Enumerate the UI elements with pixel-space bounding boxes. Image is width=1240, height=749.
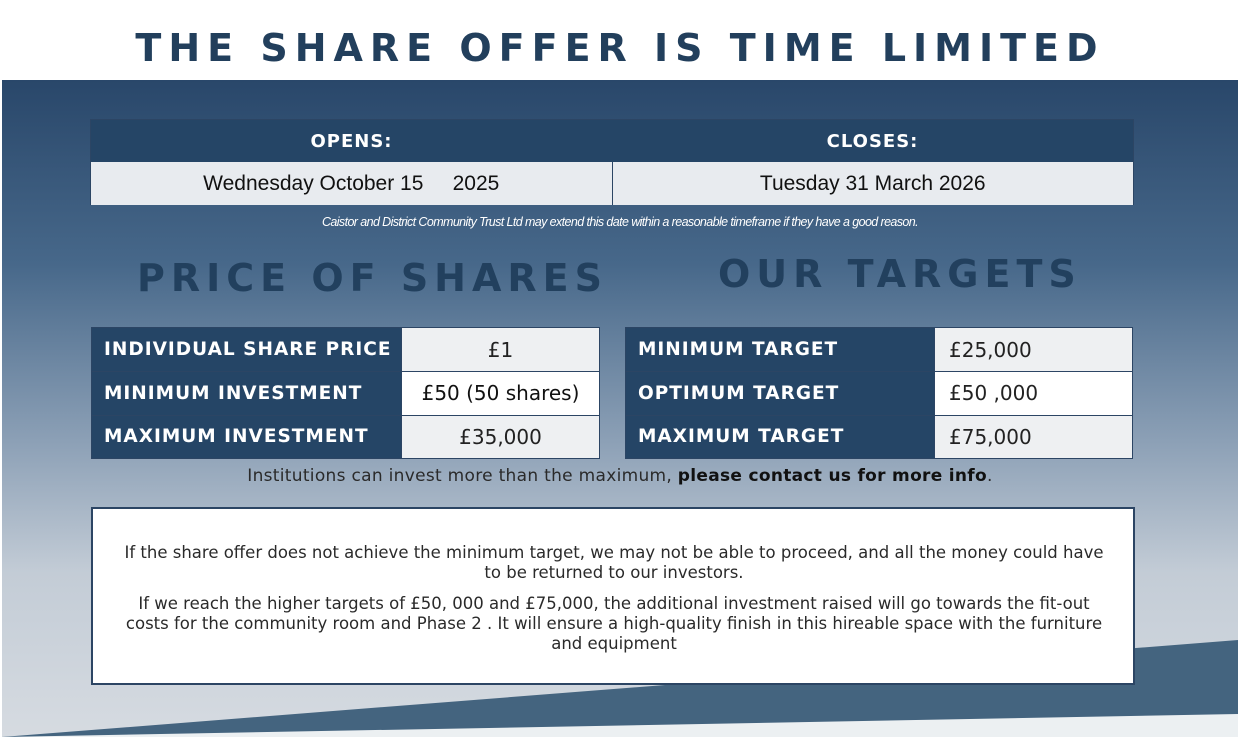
row-label: MINIMUM TARGET xyxy=(626,328,934,371)
row-value: £1 xyxy=(401,328,599,371)
table-row xyxy=(626,371,1132,414)
closes-date: Tuesday 31 March 2026 xyxy=(612,162,1134,205)
opens-date: Wednesday October 15 2025 xyxy=(203,171,500,195)
row-label: MINIMUM INVESTMENT xyxy=(92,372,401,414)
table-row xyxy=(92,415,599,458)
targets-table xyxy=(625,327,1133,459)
row-value: £50 (50 shares) xyxy=(401,372,599,414)
row-label: INDIVIDUAL SHARE PRICE xyxy=(92,328,401,371)
row-value: £25,000 xyxy=(934,328,1132,371)
price-table xyxy=(91,327,600,459)
table-row xyxy=(626,415,1132,458)
closes-label: CLOSES: xyxy=(826,130,919,152)
row-value: £35,000 xyxy=(401,416,599,458)
row-label: MAXIMUM TARGET xyxy=(626,416,934,458)
dates-table xyxy=(90,119,1134,205)
institutions-end: . xyxy=(987,466,993,486)
targets-section-title: OUR TARGETS xyxy=(718,252,1082,296)
row-value: £50 ,000 xyxy=(934,372,1132,414)
row-value: £75,000 xyxy=(934,416,1132,458)
table-row xyxy=(92,371,599,414)
price-section-title: PRICE OF SHARES xyxy=(137,256,608,300)
info-paragraph-targets: If we reach the higher targets of £50, 000 and £75,000, the additional investment raised will go towards the fit-out costs for the community room and Phase 2 . It will ensure a high-quality finish in this hireable space with the furniture and equipment xyxy=(125,594,1103,653)
table-row xyxy=(626,328,1132,371)
table-row xyxy=(92,328,599,371)
contact-us-link[interactable]: please contact us for more info xyxy=(677,466,987,486)
opens-label: OPENS: xyxy=(310,130,393,152)
info-paragraph-minimum: If the share offer does not achieve the minimum target, we may not be able to proceed, and all the money could have to be returned to our investors. xyxy=(124,543,1104,582)
row-label: MAXIMUM INVESTMENT xyxy=(92,416,401,458)
row-label: OPTIMUM TARGET xyxy=(626,372,934,414)
page-title: THE SHARE OFFER IS TIME LIMITED xyxy=(135,26,1105,70)
institutions-note xyxy=(0,466,1240,486)
institutions-text: Institutions can invest more than the maximum, xyxy=(247,466,678,486)
extension-note: Caistor and District Community Trust Ltd may extend this date within a reasonable timeframe if they have a good reason. xyxy=(321,215,919,229)
info-box xyxy=(91,507,1135,685)
